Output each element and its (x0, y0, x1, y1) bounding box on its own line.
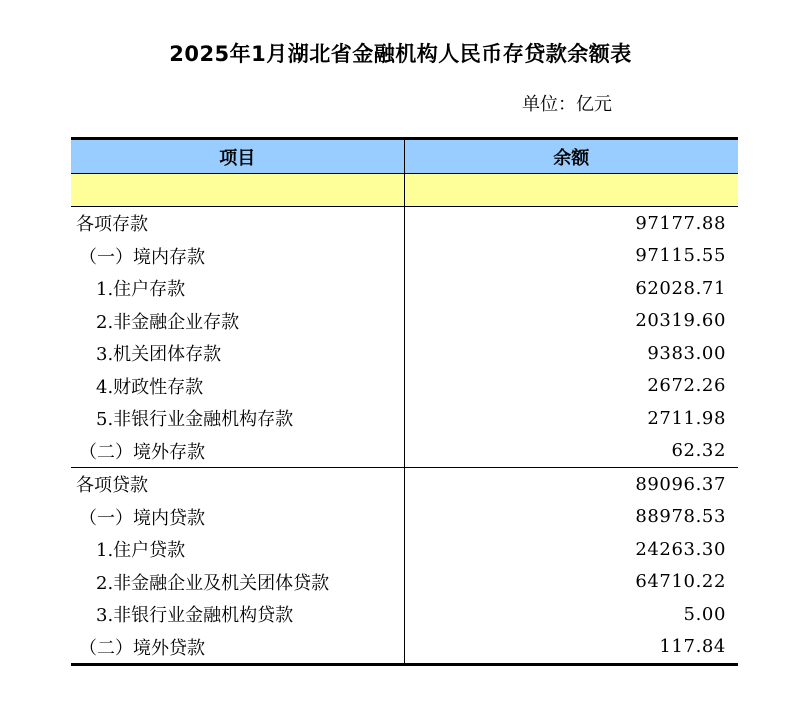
row-label: 1.住户贷款 (71, 533, 404, 566)
table-row (71, 305, 738, 338)
table-row (71, 533, 738, 566)
balance-table (71, 137, 738, 666)
table-row (71, 566, 738, 599)
table-row (71, 402, 738, 435)
table-row (71, 598, 738, 631)
row-label: （一）境内贷款 (71, 501, 404, 534)
row-value: 97115.55 (635, 245, 726, 267)
row-value: 88978.53 (635, 506, 726, 528)
row-value: 97177.88 (635, 212, 726, 234)
row-label: 2.非金融企业及机关团体贷款 (71, 566, 404, 599)
blank-cell (404, 174, 738, 207)
table-row (71, 435, 738, 468)
row-value: 24263.30 (635, 538, 726, 560)
table-blank-row (71, 174, 738, 207)
table-row (71, 240, 738, 273)
row-label: 3.非银行业金融机构贷款 (71, 598, 404, 631)
table-row (71, 272, 738, 305)
row-value: 62.32 (404, 435, 738, 468)
row-label: 4.财政性存款 (71, 370, 404, 403)
row-label: 各项存款 (71, 207, 404, 240)
row-label: 2.非金融企业存款 (71, 305, 404, 338)
blank-cell (71, 174, 404, 207)
table-row (71, 207, 738, 240)
row-value: 2711.98 (647, 407, 726, 429)
table-row (71, 468, 738, 501)
balance-table-container (71, 137, 738, 666)
table-header-row (71, 139, 738, 174)
row-label: 5.非银行业金融机构存款 (71, 402, 404, 435)
row-label: 3.机关团体存款 (71, 337, 404, 370)
row-value: 64710.22 (635, 571, 726, 593)
row-value: 89096.37 (635, 473, 726, 495)
row-value: 62028.71 (635, 277, 726, 299)
row-label: （一）境内存款 (71, 240, 404, 273)
row-value: 20319.60 (635, 310, 726, 332)
table-row (71, 631, 738, 665)
row-label: 1.住户存款 (71, 272, 404, 305)
row-label: （二）境外贷款 (71, 631, 404, 665)
table-row (71, 370, 738, 403)
row-value: 9383.00 (647, 342, 726, 364)
row-value: 2672.26 (647, 375, 726, 397)
row-label: （二）境外存款 (71, 435, 404, 468)
column-header-balance: 余额 (404, 139, 738, 174)
unit-label: 单位：亿元 (522, 94, 612, 115)
column-header-item: 项目 (71, 139, 404, 174)
row-value: 5.00 (683, 603, 726, 625)
row-value: 117.84 (404, 631, 738, 665)
table-row (71, 501, 738, 534)
table-row (71, 337, 738, 370)
row-label: 各项贷款 (71, 468, 404, 501)
page-title: 2025年1月湖北省金融机构人民币存贷款余额表 (169, 42, 632, 66)
